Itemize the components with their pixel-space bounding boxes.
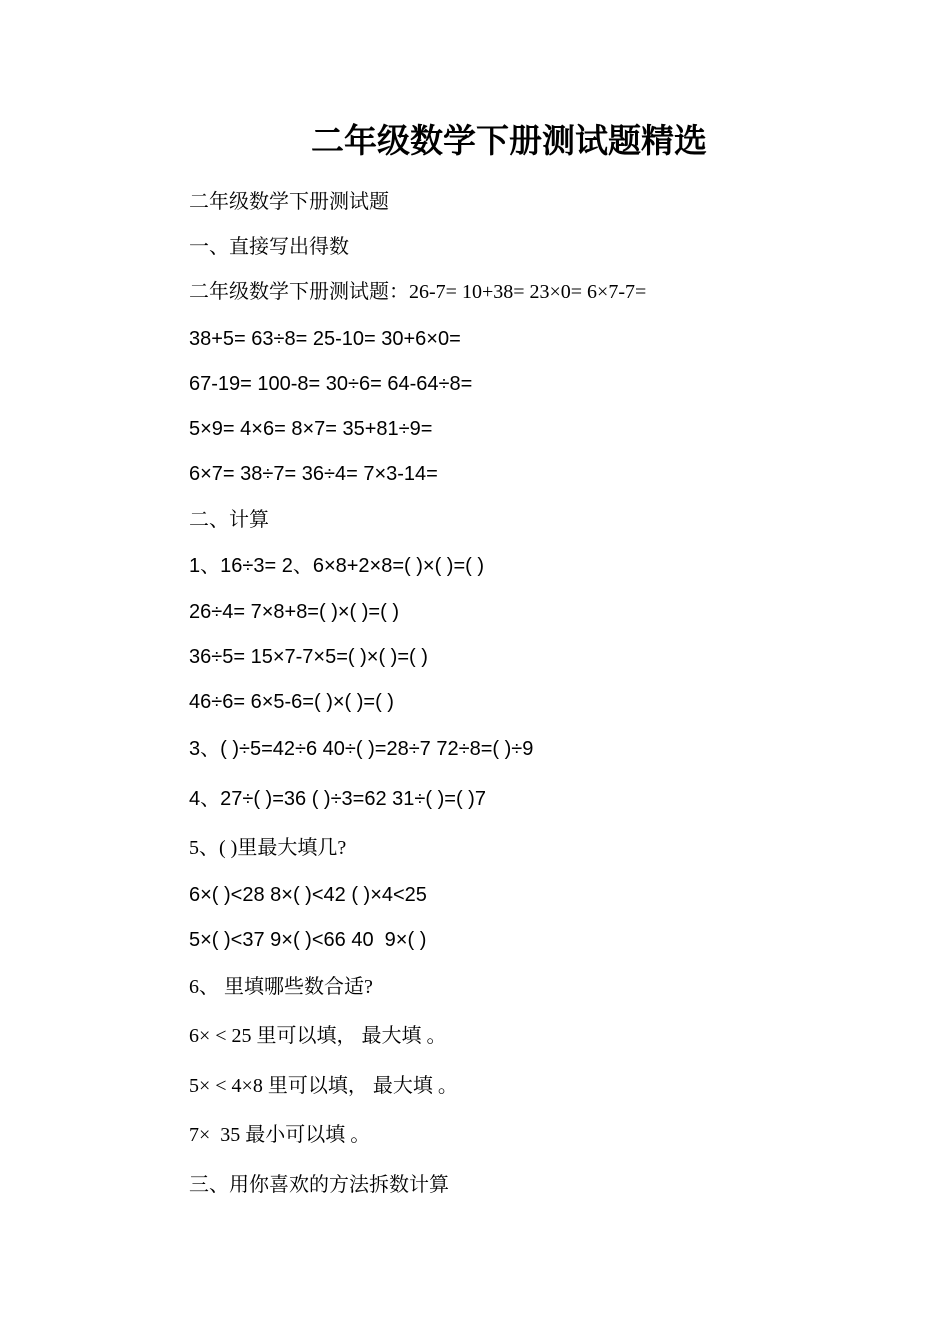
problem-line: 6×7= 38÷7= 36÷4= 7×3-14= <box>189 463 438 485</box>
problem-line: 5×9= 4×6= 8×7= 35+81÷9= <box>189 418 433 440</box>
section-heading-3: 三、用你喜欢的方法拆数计算 <box>189 1174 449 1196</box>
problem-line: 6×( )<28 8×( )<42 ( )×4<25 <box>189 884 427 906</box>
problem-line: 6、 里填哪些数合适? <box>189 976 373 998</box>
problem-line: 1、16÷3= 2、6×8+2×8=( )×( )=( ) <box>189 555 485 577</box>
problem-line: 3、( )÷5=42÷6 40÷( )=28÷7 72÷8=( )÷9 <box>189 738 534 760</box>
problem-line: 4、27÷( )=36 ( )÷3=62 31÷( )=( )7 <box>189 788 486 810</box>
problem-line: 7× 35 最小可以填 。 <box>189 1124 371 1146</box>
problem-line: 6× < 25 里可以填， 最大填 。 <box>189 1025 447 1047</box>
document-title: 二年级数学下册测试题精选 <box>311 124 707 160</box>
section-heading-1: 一、直接写出得数 <box>189 236 349 258</box>
problem-line: 36÷5= 15×7-7×5=( )×( )=( ) <box>189 646 428 668</box>
problem-line: 5×( )<37 9×( )<66 40 9×( ) <box>189 929 427 951</box>
problem-line: 26÷4= 7×8+8=( )×( )=( ) <box>189 601 399 623</box>
problem-line: 38+5= 63÷8= 25-10= 30+6×0= <box>189 328 461 350</box>
subtitle: 二年级数学下册测试题 <box>189 191 389 213</box>
section-heading-2: 二、计算 <box>189 509 269 531</box>
problem-line: 67-19= 100-8= 30÷6= 64-64÷8= <box>189 373 473 395</box>
problem-line: 5× < 4×8 里可以填， 最大填 。 <box>189 1075 458 1097</box>
problem-line: 46÷6= 6×5-6=( )×( )=( ) <box>189 691 394 713</box>
problem-line: 5、( )里最大填几? <box>189 837 347 859</box>
problem-line: 二年级数学下册测试题：26-7= 10+38= 23×0= 6×7-7= <box>189 281 647 303</box>
